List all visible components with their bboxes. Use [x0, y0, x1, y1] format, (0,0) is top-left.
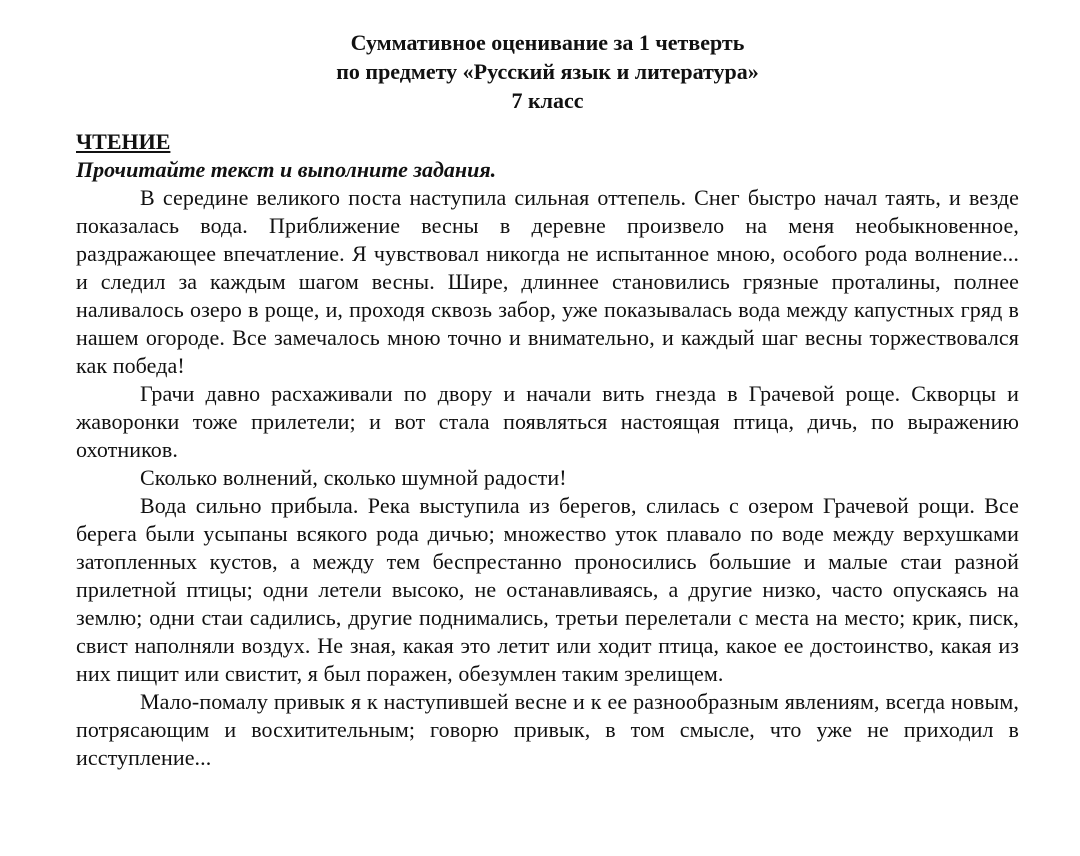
paragraph: Грачи давно расхаживали по двору и начали вить гнезда в Грачевой роще. Скворцы и жаворонки тоже прилетели; и вот стала появляться настоящая птица, дичь, по выражению охотников.: [76, 381, 1019, 462]
header-grade: 7 класс: [511, 88, 584, 113]
document-header: [76, 28, 1019, 115]
paragraph: Вода сильно прибыла. Река выступила из берегов, слилась с озером Грачевой рощи. Все берега были усыпаны всякого рода дичью; множество уток плавало по воде между верхушками затопленных кустов, а между тем беспрестанно проносились большие и малые стаи разной прилетной птицы; одни летели высоко, не останавливаясь, а другие низко, часто опускаясь на землю; одни стаи садились, другие поднимались, третьи перелетали с места на место; крик, писк, свист наполняли воздух. Не зная, какая это летит или ходит птица, какое ее достоинство, какая из них пищит или свистит, я был поражен, обезумлен таким зрелищем.: [76, 493, 1019, 686]
header-title: Суммативное оценивание за 1 четверть: [350, 30, 745, 55]
reading-text: [76, 184, 1019, 772]
document-page: [76, 28, 1019, 772]
paragraph: Сколько волнений, сколько шумной радости!: [140, 465, 567, 490]
header-subject: по предмету «Русский язык и литература»: [336, 59, 759, 84]
paragraph: В середине великого поста наступила сильная оттепель. Снег быстро начал таять, и везде показалась вода. Приближение весны в деревне произвело на меня необыкновенное, раздражающее впечатление. Я чувствовал никогда не испытанное мною, особого рода волнение... и следил за каждым шагом весны. Шире, длиннее становились грязные проталины, полнее наливалось озеро в роще, и, проходя сквозь забор, уже показывалась вода между капустных гряд в нашем огороде. Все замечалось мною точно и внимательно, и каждый шаг весны торжествовался как победа!: [76, 185, 1019, 378]
section-instruction: Прочитайте текст и выполните задания.: [76, 157, 497, 182]
section-title: ЧТЕНИЕ: [76, 129, 171, 154]
paragraph: Мало-помалу привык я к наступившей весне и к ее разнообразным явлениям, всегда новым, потрясающим и восхитительным; говорю привык, в том смысле, что уже не приходил в исступление...: [76, 689, 1019, 770]
